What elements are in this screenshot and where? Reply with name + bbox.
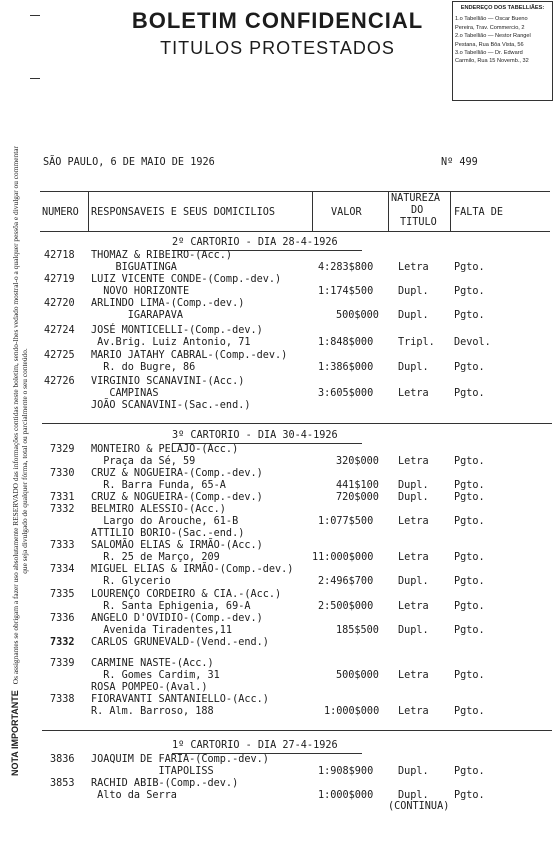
entry-endorser: ATTILIO BORIO-(Sac.-end.) <box>91 528 245 539</box>
entry-reason: Pgto. <box>454 670 485 681</box>
bulletin-title: BOLETIM CONFIDENCIAL <box>131 8 424 33</box>
bulletin-number: Nº 499 <box>441 157 478 168</box>
entry-nature: Tripl. <box>398 337 435 348</box>
entry-nature: Letra <box>398 601 429 612</box>
address-line: 1.o Tabellião — Oscar Bueno <box>455 16 528 23</box>
entry-nature: Letra <box>398 706 429 717</box>
section-separator <box>42 730 552 731</box>
entry-nature: Dupl. <box>398 576 429 587</box>
entry-number: 7338 <box>50 694 75 705</box>
column-divider <box>88 191 89 231</box>
entry-reason: Pgto. <box>454 576 485 587</box>
entry-reason: Pgto. <box>454 766 485 777</box>
entry-address: Alto da Serra <box>91 790 177 801</box>
entry-number: 42726 <box>44 376 75 387</box>
entry-nature: Dupl. <box>398 286 429 297</box>
entry-name: MIGUEL ELIAS & IRMÃO-(Comp.-dev.) <box>91 564 294 575</box>
entry-nature: Dupl. <box>398 625 429 636</box>
section-separator <box>42 423 552 424</box>
entry-value: 320$000 <box>336 456 379 467</box>
entry-guarantor: ROSA POMPEO-(Aval.) <box>91 682 208 693</box>
entry-reason: Pgto. <box>454 362 485 373</box>
entry-address: R. 25 de Março, 209 <box>91 552 220 563</box>
entry-number: 7329 <box>50 444 75 455</box>
entry-value: 11:000$000 <box>312 552 374 563</box>
column-responsaveis: RESPONSAVEIS E SEUS DOMICILIOS <box>91 207 276 218</box>
entry-reason: Pgto. <box>454 480 485 491</box>
entry-nature: Dupl. <box>398 766 429 777</box>
entry-name: MARIO JATAHY CABRAL-(Comp.-dev.) <box>91 350 288 361</box>
entry-nature: Letra <box>398 552 429 563</box>
entry-value: 720$000 <box>336 492 379 503</box>
entry-reason: Pgto. <box>454 310 485 321</box>
entry-name: MONTEIRO & PELAJO-(Acc.) <box>91 444 239 455</box>
entry-name: CARMINE NASTE-(Acc.) <box>91 658 214 669</box>
entry-value: 1:000$000 <box>318 790 374 801</box>
entry-name: CRUZ & NOGUEIRA-(Comp.-dev.) <box>91 468 263 479</box>
entry-number: 7335 <box>50 589 75 600</box>
entry-nature: Letra <box>398 456 429 467</box>
entry-value: 1:000$000 <box>324 706 380 717</box>
entry-value: 185$500 <box>336 625 379 636</box>
entry-reason: Devol. <box>454 337 491 348</box>
entry-nature: Dupl. <box>398 480 429 491</box>
entry-value: 2:500$000 <box>318 601 374 612</box>
entry-value: 1:848$000 <box>318 337 374 348</box>
entry-reason: Pgto. <box>454 516 485 527</box>
entry-nature: Letra <box>398 262 429 273</box>
entry-reason: Pgto. <box>454 388 485 399</box>
entry-address: Av.Brig. Luiz Antonio, 71 <box>91 337 251 348</box>
entry-value: 1:174$500 <box>318 286 374 297</box>
entry-value: 4:283$800 <box>318 262 374 273</box>
entry-name: CRUZ & NOGUEIRA-(Comp.-dev.) <box>91 492 263 503</box>
entry-value: 500$000 <box>336 310 379 321</box>
header-bottom-rule <box>40 231 550 232</box>
column-divider <box>450 191 451 231</box>
entry-number: 7332 <box>50 637 75 648</box>
column-falta: FALTA DE <box>454 207 504 218</box>
entry-name: ARLINDO LIMA-(Comp.-dev.) <box>91 298 245 309</box>
entry-nature: Letra <box>398 670 429 681</box>
side-note-text: Os assignantes se obrigam a fazer uso absolutamente RESERVADO das informações contidas neste boletim, sendo-lhes vedado mostral-o a qualquer pessôa e divulgar ou commentar que seja divulgado de qualquer fórma, total ou parcialmente o seu conteúdo. <box>11 145 29 685</box>
entry-number: 42720 <box>44 298 75 309</box>
section-heading: 1º CARTORIO - DIA 27-4-1926 <box>172 740 338 751</box>
entry-address: IGARAPAVA <box>91 310 184 321</box>
entry-number: 42718 <box>44 250 75 261</box>
entry-reason: Pgto. <box>454 625 485 636</box>
entry-number: 7332 <box>50 504 75 515</box>
side-note-label: NOTA IMPORTANTE <box>10 690 20 777</box>
entry-name: JOSÉ MONTICELLI-(Comp.-dev.) <box>91 325 263 336</box>
address-line: 3.o Tabellião — Dr. Edward <box>455 50 523 57</box>
entry-reason: Pgto. <box>454 456 485 467</box>
entry-endorser: JOÃO SCANAVINI-(Sac.-end.) <box>91 400 251 411</box>
entry-name: VIRGINIO SCANAVINI-(Acc.) <box>91 376 245 387</box>
entry-reason: Pgto. <box>454 262 485 273</box>
entry-reason: Pgto. <box>454 706 485 717</box>
entry-address: R. Santa Ephigenia, 69-A <box>91 601 251 612</box>
entry-address: Praça da Sé, 59 <box>91 456 196 467</box>
entry-reason: Pgto. <box>454 601 485 612</box>
column-natureza: DO <box>411 205 424 216</box>
entry-address: R. Barra Funda, 65-A <box>91 480 226 491</box>
header-top-rule <box>40 191 550 192</box>
entry-name: SALOMÃO ELIAS & IRMÃO-(Acc.) <box>91 540 263 551</box>
column-natureza: NATUREZA <box>391 193 441 204</box>
entry-name: THOMAZ & RIBEIRO-(Acc.) <box>91 250 233 261</box>
entry-address: Largo do Arouche, 61-B <box>91 516 239 527</box>
entry-name: LOURENÇO CORDEIRO & CIA.-(Acc.) <box>91 589 282 600</box>
entry-value: 500$000 <box>336 670 379 681</box>
entry-name: RACHID ABIB-(Comp.-dev.) <box>91 778 239 789</box>
entry-name: CARLOS GRUNEVALD-(Vend.-end.) <box>91 637 269 648</box>
entry-reason: Pgto. <box>454 286 485 297</box>
entry-reason: Pgto. <box>454 552 485 563</box>
entry-address: NOVO HORIZONTE <box>91 286 190 297</box>
entry-number: 7331 <box>50 492 75 503</box>
entry-address: R. do Bugre, 86 <box>91 362 196 373</box>
address-line: Pereira, Trav. Commercio, 2 <box>455 24 525 31</box>
entry-address: R. Gomes Cardim, 31 <box>91 670 220 681</box>
address-box-heading: ENDEREÇO DOS TABELLIÃES: <box>460 5 545 11</box>
entry-reason: Pgto. <box>454 492 485 503</box>
entry-number: 7336 <box>50 613 75 624</box>
entry-value: 441$100 <box>336 480 379 491</box>
column-divider <box>388 191 389 231</box>
column-valor: VALOR <box>331 207 362 218</box>
place-date: SÃO PAULO, 6 DE MAIO DE 1926 <box>43 157 215 168</box>
entry-name: ANGELO D'OVIDIO-(Comp.-dev.) <box>91 613 263 624</box>
continua-note: (CONTINUA) <box>388 801 450 812</box>
entry-nature: Letra <box>398 516 429 527</box>
entry-address: R. Glycerio <box>91 576 171 587</box>
column-natureza: TITULO <box>400 217 437 228</box>
column-divider <box>312 191 313 231</box>
entry-address: R. Alm. Barroso, 188 <box>91 706 214 717</box>
address-line: Pestana, Rua Bôa Vista, 56 <box>455 41 524 48</box>
entry-number: 7339 <box>50 658 75 669</box>
section-heading: 2º CARTORIO - DIA 28-4-1926 <box>172 237 338 248</box>
corner-mark <box>30 78 40 79</box>
entry-number: 42719 <box>44 274 75 285</box>
entry-name: JOAQUIM DE FARIA-(Comp.-dev.) <box>91 754 269 765</box>
side-note <box>11 141 29 781</box>
entry-reason: Pgto. <box>454 790 485 801</box>
entry-number: 3853 <box>50 778 75 789</box>
entry-name: LUIZ VICENTE CONDE-(Comp.-dev.) <box>91 274 282 285</box>
entry-value: 1:386$000 <box>318 362 374 373</box>
entry-number: 42725 <box>44 350 75 361</box>
entry-address: ITAPOLISS <box>91 766 214 777</box>
entry-nature: Dupl. <box>398 492 429 503</box>
entry-nature: Dupl. <box>398 310 429 321</box>
bulletin-subtitle: TITULOS PROTESTADOS <box>160 38 395 58</box>
address-line: 2.o Tabellião — Nestor Rangel <box>455 33 531 40</box>
column-numero: NUMERO <box>42 207 79 218</box>
tabelliaes-address-box <box>452 1 553 101</box>
entry-number: 7334 <box>50 564 75 575</box>
entry-name: FIORAVANTI SANTANIELLO-(Acc.) <box>91 694 269 705</box>
entry-name: BELMIRO ALESSIO-(Acc.) <box>91 504 226 515</box>
entry-address: CAMPINAS <box>91 388 159 399</box>
entry-address: Avenida Tiradentes,11 <box>91 625 233 636</box>
entry-number: 7330 <box>50 468 75 479</box>
entry-nature: Dupl. <box>398 362 429 373</box>
entry-number: 3836 <box>50 754 75 765</box>
entry-nature: Dupl. <box>398 790 429 801</box>
entry-nature: Letra <box>398 388 429 399</box>
entry-number: 7333 <box>50 540 75 551</box>
section-heading: 3º CARTORIO - DIA 30-4-1926 <box>172 430 338 441</box>
address-line: Carmilo, Rua 15 Novemb., 32 <box>455 58 529 65</box>
corner-mark <box>30 15 40 16</box>
entry-value: 2:496$700 <box>318 576 374 587</box>
entry-value: 1:077$500 <box>318 516 374 527</box>
entry-value: 1:908$900 <box>318 766 374 777</box>
entry-address: BIGUATINGA <box>91 262 177 273</box>
entry-number: 42724 <box>44 325 75 336</box>
entry-value: 3:605$000 <box>318 388 374 399</box>
